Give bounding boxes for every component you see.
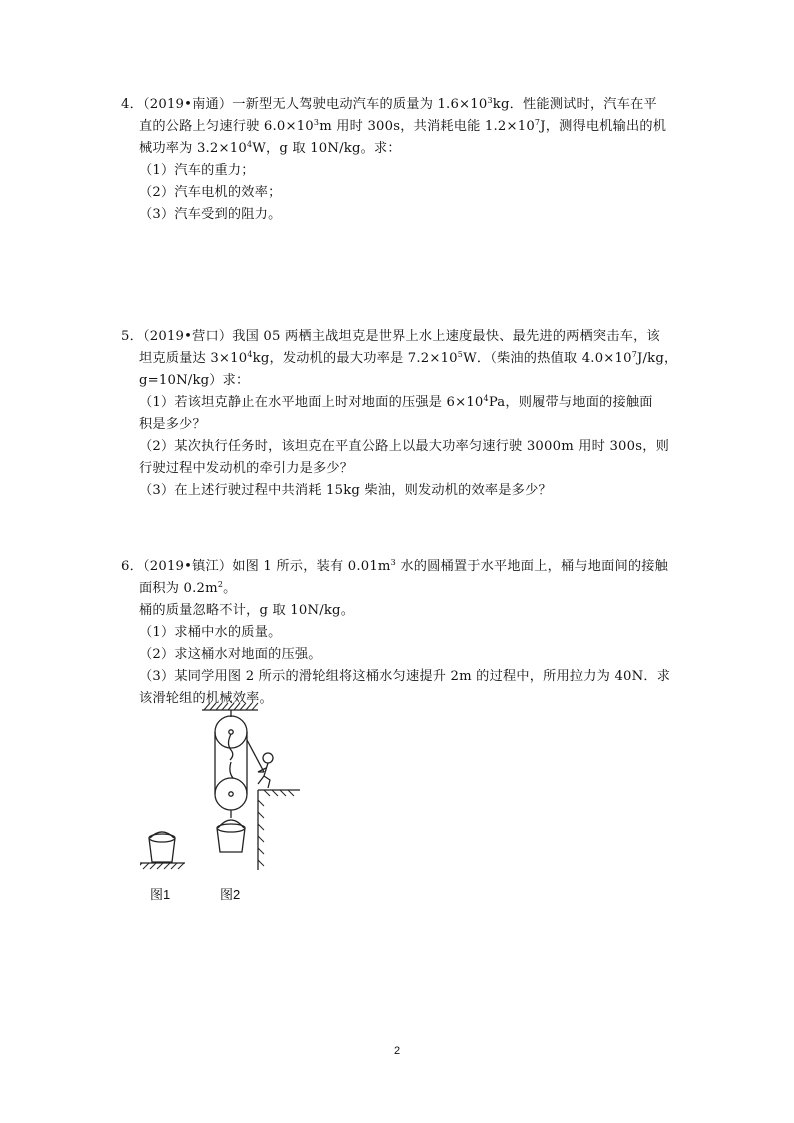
rope-link [230, 762, 233, 778]
pull-rope [247, 740, 264, 772]
q6-line-3: 桶的质量忽略不计，g 取 10N/kg。 [139, 603, 355, 618]
q6-text: 。 [223, 581, 237, 596]
q5-line-2 [139, 352, 677, 365]
superscript: 7 [631, 350, 638, 359]
q4-text: kg．性能测试时，汽车在平 [492, 97, 657, 112]
q6-sub-2: （2）求这桶水对地面的压强。 [139, 647, 322, 662]
q6-sub-3-cont: 该滑轮组的机械效率。 [139, 691, 273, 706]
platform-hatch [258, 790, 294, 866]
pulley-hook [229, 734, 233, 760]
page-number: 2 [394, 1045, 401, 1057]
person-body [258, 763, 268, 784]
q6-sub-1: （1）求桶中水的质量。 [139, 625, 282, 640]
figure-2-caption: 图2 [220, 887, 241, 902]
q6-text: 水的圆桶置于水平地面上，桶与地面间的接触 [395, 559, 669, 574]
q6-sub-3: （3）某同学用图 2 所示的滑轮组将这桶水匀速提升 2m 的过程中，所用拉力为 40N．求 [139, 669, 671, 684]
q6-line-1 [121, 560, 668, 573]
q4-line-1 [121, 98, 657, 111]
person-leg [264, 776, 270, 788]
superscript: 3 [313, 118, 320, 127]
superscript: 3 [390, 558, 396, 567]
figure-1-caption: 图1 [150, 887, 171, 902]
superscript: 5 [457, 350, 464, 359]
q4-text: J，测得电机输出的机 [540, 119, 667, 134]
q4-text: W，g 取 10N/kg。求： [252, 141, 401, 156]
q5-line-3: g=10N/kg）求： [139, 373, 250, 388]
superscript: 4 [247, 350, 253, 359]
superscript: 4 [246, 140, 253, 149]
q4-text: m 用时 300s，共消耗电能 1.2×10 [319, 119, 535, 134]
fixed-pulley-axle [229, 730, 233, 734]
q5-sub-1-cont: 积是多少？ [139, 417, 206, 432]
superscript: 2 [217, 580, 224, 589]
movable-pulley-axle [229, 792, 233, 796]
q5-sub-2: （2）某次执行任务时，该坦克在平直公路上以最大功率匀速行驶 3000m 用时 300s，则 [139, 439, 669, 454]
pulley-figure [140, 700, 310, 900]
q4-sub-1: （1）汽车的重力； [139, 163, 255, 178]
q6-text: 面积为 0.2m [139, 581, 218, 596]
person-head [263, 753, 273, 763]
q4-text: 直的公路上匀速行驶 6.0×10 [139, 119, 314, 134]
q4-text: 4．（2019•南通）一新型无人驾驶电动汽车的质量为 1.6×10 [121, 97, 488, 112]
q5-text: 坦克质量达 3×10 [139, 351, 248, 366]
bucket-rim [217, 824, 245, 832]
q5-text: （1）若该坦克静止在水平地面上时对地面的压强是 6×10 [139, 395, 484, 410]
q6-line-2 [139, 582, 237, 595]
q5-text: kg，发动机的最大功率是 7.2×10 [252, 351, 458, 366]
superscript: 4 [483, 394, 489, 403]
q5-sub-2-cont: 行驶过程中发动机的牵引力是多少？ [139, 461, 354, 476]
q4-sub-3: （3）汽车受到的阻力。 [139, 207, 282, 222]
q4-text: 械功率为 3.2×10 [139, 141, 247, 156]
q4-sub-2: （2）汽车电机的效率； [139, 185, 282, 200]
q5-sub-1 [139, 396, 653, 409]
movable-pulley [215, 778, 247, 810]
q4-line-2 [139, 120, 666, 133]
ground-hatch [140, 863, 184, 869]
q5-sub-3: （3）在上述行驶过程中共消耗 15kg 柴油，则发动机的效率是多少？ [139, 483, 552, 498]
q5-text: W．（柴油的热值取 4.0×10 [463, 351, 632, 366]
q4-line-3 [139, 142, 401, 155]
q6-text: 6．（2019•镇江）如图 1 所示，装有 0.01m [121, 559, 391, 574]
q5-line-1: 5．（2019•营口）我国 05 两栖主战坦克是世界上水上速度最快、最先进的两栖突击车，该 [121, 329, 660, 344]
superscript: 7 [534, 118, 541, 127]
q5-text: J/kg， [637, 351, 678, 366]
q5-text: Pa，则履带与地面的接触面 [488, 395, 653, 410]
ground-bucket-rim [149, 834, 175, 842]
ceiling-hatch [204, 703, 258, 710]
fixed-pulley [215, 716, 247, 748]
superscript: 3 [487, 96, 493, 105]
